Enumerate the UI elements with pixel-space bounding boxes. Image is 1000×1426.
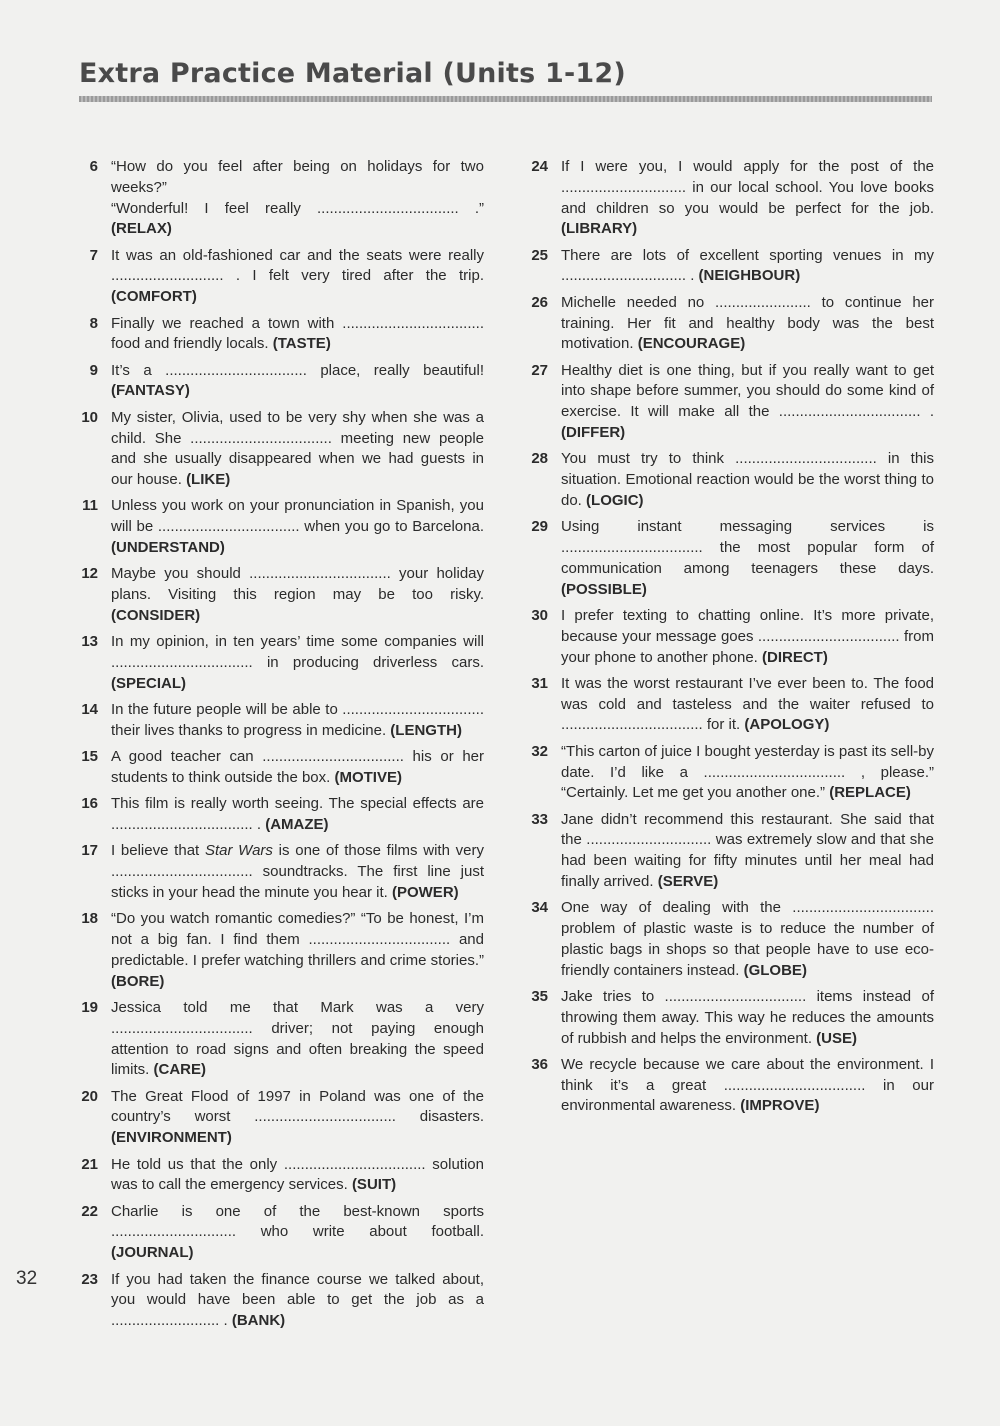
item-text: Jane didn’t recommend this restaurant. She said that the .............................. was extremely slow and that she had been waiting for fifty minutes until her meal had finally arrived. (SERVE) (561, 810, 934, 890)
page-title: Extra Practice Material (Units 1-12) (79, 58, 626, 89)
item-number: 23 (81, 1270, 98, 1288)
item-number: 9 (89, 361, 98, 379)
exercise-item (72, 1202, 484, 1264)
exercise-item (72, 747, 484, 789)
item-text: In my opinion, in ten years’ time some companies will .................................. in producing driverless cars. (SPECIAL) (111, 633, 484, 692)
item-text: This film is really worth seeing. The special effects are .................................. . (AMAZE) (111, 795, 484, 834)
item-text: In the future people will be able to .................................. their lives thanks to progress in medicine. (LENGTH) (111, 701, 484, 739)
exercise-item (522, 898, 934, 981)
item-text: Jessica told me that Mark was a very .................................. driver; not paying enough attention to road signs and often breaking the speed limits. (CARE) (111, 998, 484, 1079)
exercise-item (522, 674, 934, 736)
exercise-item (522, 157, 934, 240)
left-column (72, 157, 484, 1337)
exercise-item (72, 841, 484, 903)
item-text: If I were you, I would apply for the post of the .............................. in our local school. You love books and children so you would be perfect for the job. (LIBRARY) (561, 158, 934, 238)
item-text: I believe that Star Wars is one of those films with very .................................. soundtracks. The first line just sticks in your head the minute you hear it. (POWER) (111, 842, 484, 901)
item-number: 22 (81, 1202, 98, 1220)
item-number: 34 (531, 899, 548, 917)
item-text: “This carton of juice I bought yesterday is past its sell-by date. I’d like a .................................. , please.” “Certainly. Let me get you another one.” (REPLACE) (561, 742, 934, 802)
item-number: 20 (81, 1087, 98, 1105)
item-number: 19 (81, 998, 98, 1016)
item-text: If you had taken the finance course we talked about, you would have been able to get the job as a .......................... . (BANK) (111, 1270, 484, 1330)
exercise-item (72, 700, 484, 742)
exercise-item (72, 998, 484, 1081)
item-text: I prefer texting to chatting online. It’s more private, because your message goes .................................. from your phone to another phone. (DIRECT) (561, 606, 934, 666)
item-text: He told us that the only .................................. solution was to call the emergency services. (SUIT) (111, 1155, 484, 1194)
item-number: 28 (531, 450, 548, 468)
item-number: 26 (531, 293, 548, 311)
item-text: Finally we reached a town with .................................. food and friendly locals. (TASTE) (111, 314, 484, 353)
item-text: Unless you work on your pronunciation in Spanish, you will be .................................. when you go to Barcelona. (UNDERSTAND) (111, 497, 484, 557)
exercise-item (72, 157, 484, 240)
item-number: 24 (531, 158, 548, 175)
item-text: “How do you feel after being on holidays for two weeks?” “Wonderful! I feel really .................................. .” (RELAX) (111, 158, 484, 238)
item-text: My sister, Olivia, used to be very shy when she was a child. She .................................. meeting new people and she usually disappeared when we had guests in our house. (LIKE) (111, 408, 484, 489)
exercise-item (72, 909, 484, 992)
item-number: 11 (82, 497, 98, 515)
item-text: A good teacher can .................................. his or her students to think outside the box. (MOTIVE) (111, 748, 484, 787)
exercise-item (72, 564, 484, 626)
item-text: It was an old-fashioned car and the seats were really ........................... . I felt very tired after the trip. (COMFORT) (111, 246, 484, 306)
exercise-item (522, 606, 934, 668)
exercise-item (522, 293, 934, 355)
right-column (522, 157, 934, 1123)
item-number: 27 (531, 361, 548, 379)
item-number: 7 (89, 246, 98, 264)
exercise-item (72, 1270, 484, 1332)
item-number: 13 (81, 633, 98, 651)
item-number: 12 (81, 565, 98, 583)
exercise-item (522, 810, 934, 893)
exercise-item (522, 987, 934, 1049)
exercise-item (72, 408, 484, 491)
item-text: It’s a .................................. place, really beautiful! (FANTASY) (111, 361, 484, 400)
exercise-item (522, 742, 934, 804)
exercise-item (522, 449, 934, 511)
item-number: 18 (81, 910, 98, 928)
exercise-item (72, 1155, 484, 1197)
item-text: Maybe you should .................................. your holiday plans. Visiting this region may be too risky. (CONSIDER) (111, 565, 484, 624)
item-text: “Do you watch romantic comedies?” “To be honest, I’m not a big fan. I find them .................................. and predictable. I prefer watching thrillers and crime stories.” (BORE) (111, 910, 484, 990)
item-text: Charlie is one of the best-known sports .............................. who write about football. (JOURNAL) (111, 1202, 484, 1262)
item-number: 30 (531, 606, 548, 624)
item-text: You must try to think .................................. in this situation. Emotional reaction would be the worst thing to do. (LOGIC) (561, 450, 934, 509)
item-number: 16 (81, 795, 98, 813)
item-text: Healthy diet is one thing, but if you really want to get into shape before summer, you should do some kind of exercise. It will make all the .................................. . (DIFFER) (561, 361, 934, 442)
item-number: 32 (531, 742, 548, 760)
item-number: 36 (531, 1055, 548, 1073)
exercise-item (522, 361, 934, 444)
exercise-item (522, 1055, 934, 1117)
exercise-item (522, 517, 934, 600)
exercise-item (72, 496, 484, 558)
item-text: Using instant messaging services is .................................. the most popular form of communication among teenagers these days. (POSSIBLE) (561, 518, 934, 598)
exercise-item (72, 246, 484, 308)
item-number: 15 (81, 748, 98, 766)
item-number: 6 (89, 158, 98, 175)
page-number: 32 (16, 1268, 38, 1289)
item-number: 25 (531, 246, 548, 264)
item-text: One way of dealing with the .................................. problem of plastic waste is to reduce the number of plastic bags in shops so that people have to use eco-friendly containers instead. (GLOBE) (561, 899, 934, 979)
exercise-item (522, 246, 934, 288)
exercise-item (72, 632, 484, 694)
item-text: The Great Flood of 1997 in Poland was one of the country’s worst .................................. disasters. (ENVIRONMENT) (111, 1087, 484, 1147)
item-number: 33 (531, 810, 548, 828)
item-text: We recycle because we care about the environment. I think it’s a great .................................. in our environmental awareness. (IMPROVE) (561, 1055, 934, 1115)
item-number: 21 (81, 1155, 98, 1173)
item-number: 10 (81, 408, 98, 426)
item-text: It was the worst restaurant I’ve ever been to. The food was cold and tasteless and the waiter refused to .................................. for it. (APOLOGY) (561, 674, 934, 734)
item-number: 31 (531, 674, 548, 692)
item-text: Michelle needed no ....................... to continue her training. Her fit and healthy body was the best motivation. (ENCOURAGE) (561, 293, 934, 353)
item-number: 35 (531, 987, 548, 1005)
item-number: 14 (81, 701, 98, 719)
item-number: 17 (81, 842, 98, 860)
title-underline (79, 96, 932, 102)
exercise-item (72, 361, 484, 403)
exercise-item (72, 794, 484, 836)
item-number: 8 (89, 314, 98, 332)
exercise-item (72, 1087, 484, 1149)
item-text: There are lots of excellent sporting venues in my .............................. . (NEIGHBOUR) (561, 246, 934, 285)
item-number: 29 (531, 518, 548, 536)
item-text: Jake tries to .................................. items instead of throwing them away. This way he reduces the amounts of rubbish and helps the environment. (USE) (561, 987, 934, 1047)
exercise-item (72, 314, 484, 356)
